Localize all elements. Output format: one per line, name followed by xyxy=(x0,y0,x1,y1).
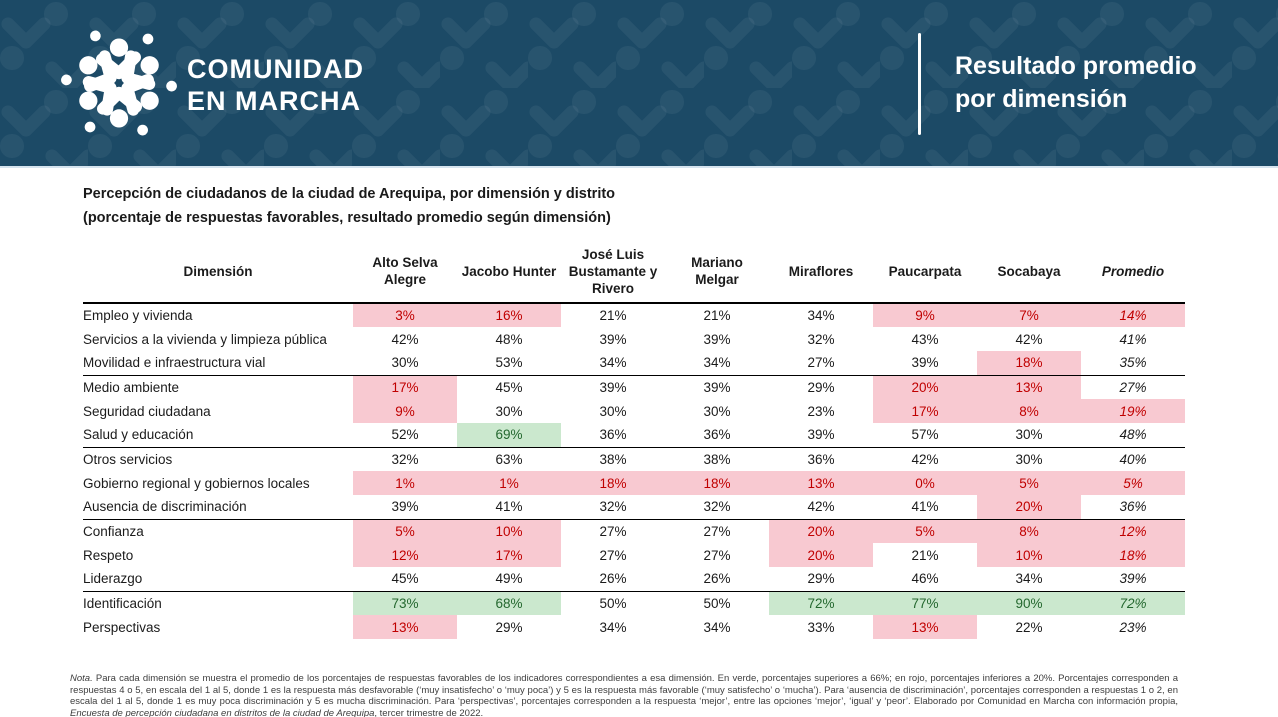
value-cell: 30% xyxy=(1015,451,1043,467)
value-cell: 23% xyxy=(807,403,835,419)
value-cell: 14% xyxy=(1081,303,1185,327)
col-header-mariano-melgar: Mariano Melgar xyxy=(691,255,743,287)
value-cell: 42% xyxy=(1015,331,1043,347)
value-cell: 27% xyxy=(599,547,627,563)
value-cell: 36% xyxy=(599,427,627,443)
value-cell: 17% xyxy=(353,375,457,399)
value-cell: 17% xyxy=(873,399,977,423)
value-cell: 42% xyxy=(391,331,419,347)
value-cell: 34% xyxy=(703,355,731,371)
dimension-label: Gobierno regional y gobiernos locales xyxy=(83,475,310,491)
brand-line1: COMUNIDAD xyxy=(187,54,364,84)
value-cell: 8% xyxy=(977,399,1081,423)
value-cell: 18% xyxy=(1081,543,1185,567)
value-cell: 26% xyxy=(599,571,627,587)
table-row xyxy=(83,303,1185,327)
value-cell: 19% xyxy=(1081,399,1185,423)
value-cell: 53% xyxy=(495,355,523,371)
value-cell: 30% xyxy=(703,403,731,419)
value-cell: 57% xyxy=(911,427,939,443)
table-title-line2: (porcentaje de respuestas favorables, resultado promedio según dimensión) xyxy=(83,210,611,226)
col-header-promedio: Promedio xyxy=(1101,263,1165,279)
value-cell: 32% xyxy=(807,331,835,347)
dimension-label: Otros servicios xyxy=(83,451,173,467)
value-cell: 39% xyxy=(703,379,731,395)
footnote-label: Nota. xyxy=(70,673,93,684)
dimension-label: Salud y educación xyxy=(83,427,194,443)
value-cell: 30% xyxy=(495,403,523,419)
banner-title-line2: por dimensión xyxy=(955,85,1128,113)
value-cell: 13% xyxy=(977,375,1081,399)
value-cell: 8% xyxy=(977,519,1081,543)
value-cell: 63% xyxy=(495,451,523,467)
value-cell: 43% xyxy=(911,331,939,347)
value-cell: 39% xyxy=(911,355,939,371)
value-cell: 36% xyxy=(1119,499,1147,515)
value-cell: 48% xyxy=(1119,427,1147,443)
value-cell: 27% xyxy=(703,523,731,539)
value-cell: 7% xyxy=(977,303,1081,327)
value-cell: 33% xyxy=(807,619,835,635)
banner-divider xyxy=(918,33,921,135)
dimension-label: Medio ambiente xyxy=(83,379,180,395)
brand-line2: EN MARCHA xyxy=(187,86,361,116)
value-cell: 20% xyxy=(873,375,977,399)
table-header-row xyxy=(83,245,1185,303)
value-cell: 45% xyxy=(495,379,523,395)
table-row xyxy=(83,519,1185,543)
value-cell: 52% xyxy=(391,427,419,443)
value-cell: 21% xyxy=(911,547,939,563)
table-row xyxy=(83,399,1185,423)
dimension-label: Identificación xyxy=(83,595,162,611)
table-title-line1: Percepción de ciudadanos de la ciudad de Arequipa, por dimensión y distrito xyxy=(83,186,616,202)
value-cell: 36% xyxy=(807,451,835,467)
value-cell: 5% xyxy=(977,471,1081,495)
value-cell: 34% xyxy=(1015,571,1043,587)
value-cell: 30% xyxy=(599,403,627,419)
value-cell: 5% xyxy=(353,519,457,543)
table-row xyxy=(83,327,1185,351)
dimension-label: Perspectivas xyxy=(83,619,161,635)
value-cell: 50% xyxy=(599,595,627,611)
results-table xyxy=(83,245,1185,639)
dimension-label: Liderazgo xyxy=(83,571,143,587)
logo-icon xyxy=(60,24,178,142)
value-cell: 1% xyxy=(457,471,561,495)
footnote-wrap xyxy=(0,673,1278,717)
value-cell: 41% xyxy=(1119,331,1147,347)
value-cell: 72% xyxy=(769,591,873,615)
value-cell: 27% xyxy=(703,547,731,563)
footnote-body: Para cada dimensión se muestra el promedio de los porcentajes de respuestas favorables de los indicadores correspondientes a esa dimensión. En verde, porcentajes superiores a 66%; en rojo, porcentajes inferiores a 20%. Porcentajes corresponden a respuestas 4 o 5, en escala del 1 al 5, donde 1 es la respuesta más desfavorable (‘muy insatisfecho’ o ‘muy poca’) y 5 es la respuesta más favorable (‘muy satisfecho’ o ‘mucha’). Para ‘ausencia de discriminación’, porcentajes corresponden a respuestas 1 o 2, en escala del 1 al 5, donde 1 es muy poca discriminación y 5 es mucha discriminación. Para ‘perspectivas’, porcentajes corresponden a la respuesta ‘mejor’, entre las opciones ‘mejor’, ‘igual’ y ‘peor’. Elaborado por Comunidad en Marcha con información propia, xyxy=(70,673,1178,707)
value-cell: 21% xyxy=(599,308,627,323)
value-cell: 32% xyxy=(599,499,627,515)
value-cell: 13% xyxy=(353,615,457,639)
table-row xyxy=(83,495,1185,519)
value-cell: 18% xyxy=(561,471,665,495)
dimension-label: Servicios a la vivienda y limpieza pública xyxy=(83,331,327,347)
value-cell: 3% xyxy=(353,303,457,327)
value-cell: 36% xyxy=(703,427,731,443)
brand-name xyxy=(187,53,364,117)
value-cell: 21% xyxy=(703,308,731,323)
value-cell: 27% xyxy=(599,523,627,539)
value-cell: 5% xyxy=(873,519,977,543)
value-cell: 41% xyxy=(495,499,523,515)
value-cell: 27% xyxy=(807,355,835,371)
table-row xyxy=(83,471,1185,495)
value-cell: 41% xyxy=(911,499,939,515)
value-cell: 0% xyxy=(873,471,977,495)
main-content xyxy=(0,182,1278,717)
col-header-paucarpata: Paucarpata xyxy=(888,263,962,279)
table-row xyxy=(83,423,1185,447)
value-cell: 16% xyxy=(457,303,561,327)
col-header-dimension: Dimensión xyxy=(183,263,253,279)
value-cell: 39% xyxy=(599,379,627,395)
value-cell: 10% xyxy=(977,543,1081,567)
col-header-socabaya: Socabaya xyxy=(997,263,1061,279)
table-row xyxy=(83,567,1185,591)
value-cell: 38% xyxy=(703,451,731,467)
col-header-miraflores: Miraflores xyxy=(788,263,854,279)
table-row xyxy=(83,375,1185,399)
value-cell: 45% xyxy=(391,571,419,587)
footnote-source: Encuesta de percepción ciudadana en distritos de la ciudad de Arequipa xyxy=(70,707,375,717)
value-cell: 32% xyxy=(703,499,731,515)
header-banner xyxy=(0,0,1278,168)
value-cell: 9% xyxy=(353,399,457,423)
value-cell: 39% xyxy=(703,331,731,347)
table-row xyxy=(83,447,1185,471)
table-row xyxy=(83,543,1185,567)
value-cell: 34% xyxy=(703,619,731,635)
value-cell: 29% xyxy=(495,619,523,635)
value-cell: 69% xyxy=(457,423,561,447)
dimension-label: Respeto xyxy=(83,547,134,563)
value-cell: 26% xyxy=(703,571,731,587)
value-cell: 34% xyxy=(807,308,835,323)
value-cell: 18% xyxy=(977,351,1081,375)
value-cell: 22% xyxy=(1015,619,1043,635)
value-cell: 1% xyxy=(353,471,457,495)
value-cell: 23% xyxy=(1119,619,1147,635)
value-cell: 20% xyxy=(769,543,873,567)
col-header-jacobo-hunter: Jacobo Hunter xyxy=(461,263,557,279)
value-cell: 9% xyxy=(873,303,977,327)
value-cell: 29% xyxy=(807,571,835,587)
value-cell: 5% xyxy=(1081,471,1185,495)
dimension-label: Confianza xyxy=(83,523,144,539)
value-cell: 68% xyxy=(457,591,561,615)
footnote-suffix: , tercer trimestre de 2022. xyxy=(374,707,484,717)
value-cell: 30% xyxy=(1015,427,1043,443)
col-header-alto-selva-alegre: Alto Selva Alegre xyxy=(372,255,438,287)
value-cell: 13% xyxy=(873,615,977,639)
value-cell: 42% xyxy=(911,451,939,467)
value-cell: 38% xyxy=(599,451,627,467)
value-cell: 39% xyxy=(391,499,419,515)
value-cell: 12% xyxy=(353,543,457,567)
table-row xyxy=(83,615,1185,639)
value-cell: 42% xyxy=(807,499,835,515)
value-cell: 20% xyxy=(769,519,873,543)
value-cell: 34% xyxy=(599,355,627,371)
value-cell: 90% xyxy=(977,591,1081,615)
value-cell: 34% xyxy=(599,619,627,635)
value-cell: 29% xyxy=(807,379,835,395)
value-cell: 10% xyxy=(457,519,561,543)
value-cell: 73% xyxy=(353,591,457,615)
value-cell: 12% xyxy=(1081,519,1185,543)
value-cell: 35% xyxy=(1119,355,1147,371)
value-cell: 18% xyxy=(665,471,769,495)
value-cell: 39% xyxy=(599,331,627,347)
banner-title xyxy=(955,50,1197,116)
value-cell: 77% xyxy=(873,591,977,615)
table-row xyxy=(83,351,1185,375)
value-cell: 13% xyxy=(769,471,873,495)
value-cell: 48% xyxy=(495,331,523,347)
table-row xyxy=(83,591,1185,615)
banner-title-line1: Resultado promedio xyxy=(955,52,1197,80)
col-header-jose-luis-bustamante-y-rivero: José Luis Bustamante y Rivero xyxy=(568,246,658,296)
results-table-body xyxy=(83,303,1185,639)
value-cell: 46% xyxy=(911,571,939,587)
value-cell: 27% xyxy=(1119,379,1147,395)
dimension-label: Empleo y vivienda xyxy=(83,308,193,323)
value-cell: 49% xyxy=(495,571,523,587)
value-cell: 20% xyxy=(977,495,1081,519)
dimension-label: Seguridad ciudadana xyxy=(83,403,211,419)
value-cell: 32% xyxy=(391,451,419,467)
dimension-label: Ausencia de discriminación xyxy=(83,499,247,515)
value-cell: 39% xyxy=(807,427,835,443)
table-title xyxy=(83,182,1278,230)
value-cell: 50% xyxy=(703,595,731,611)
value-cell: 30% xyxy=(391,355,419,371)
value-cell: 39% xyxy=(1119,571,1147,587)
footnote xyxy=(70,673,1178,717)
value-cell: 72% xyxy=(1081,591,1185,615)
value-cell: 40% xyxy=(1119,451,1147,467)
value-cell: 17% xyxy=(457,543,561,567)
dimension-label: Movilidad e infraestructura vial xyxy=(83,355,266,371)
